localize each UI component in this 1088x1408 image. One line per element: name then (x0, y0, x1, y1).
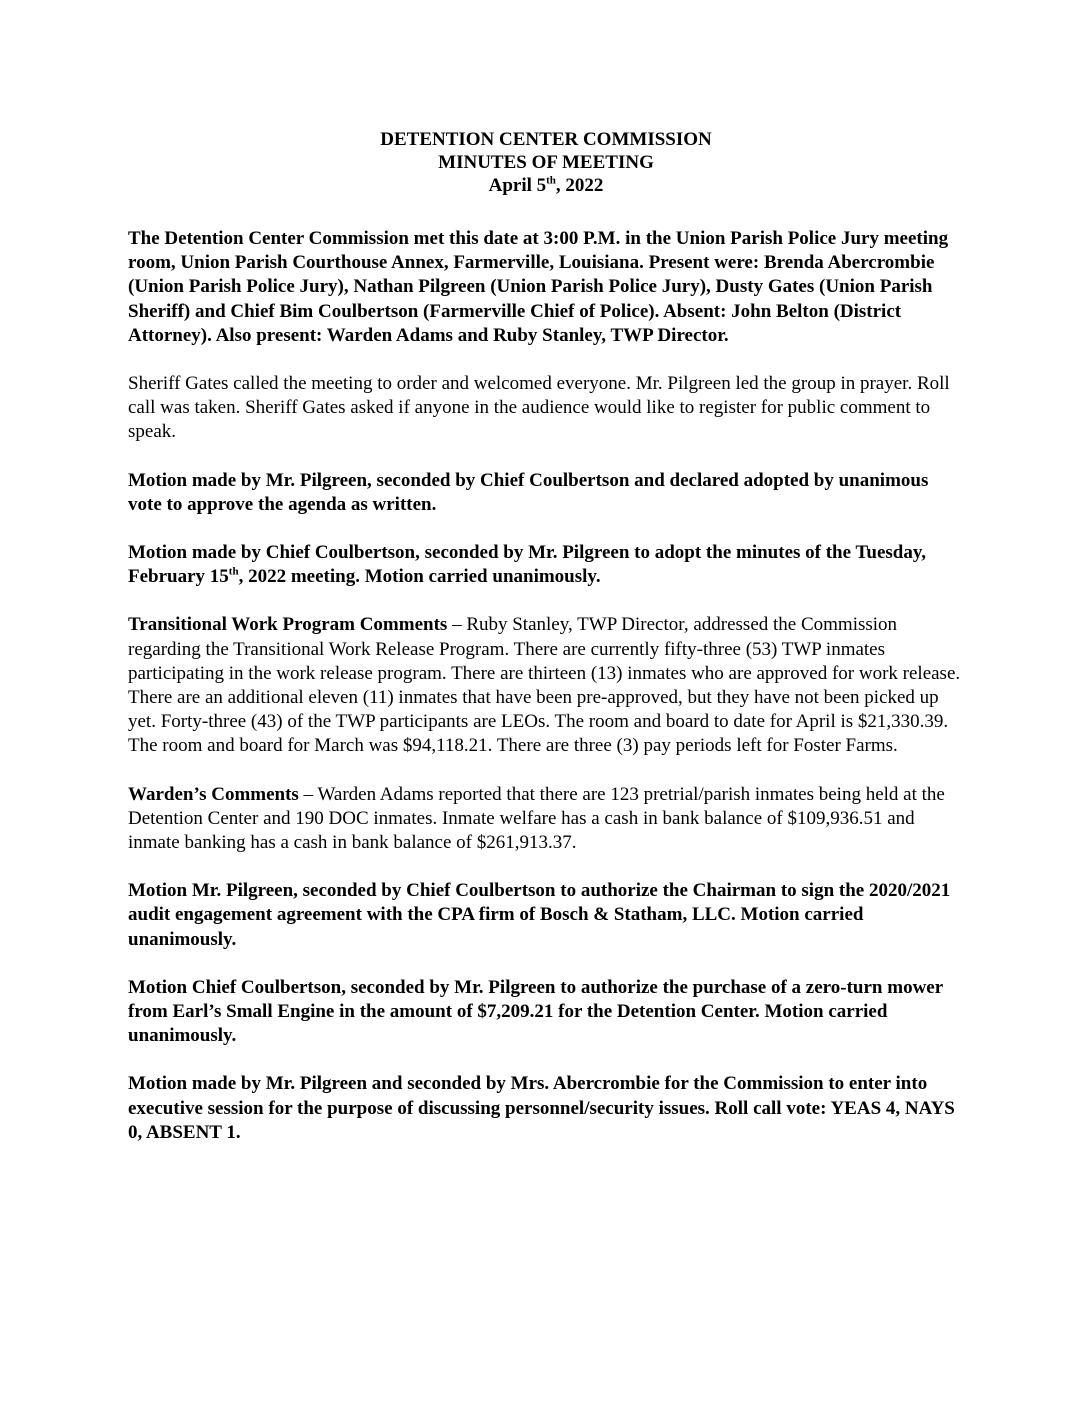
minutes-title: MINUTES OF MEETING (438, 152, 654, 173)
motion-minutes-suffix: th (228, 565, 239, 578)
meeting-date (128, 174, 964, 197)
meeting-date-main: April 5 (488, 175, 547, 196)
call-to-order-paragraph: Sheriff Gates called the meeting to order and welcomed everyone. Mr. Pilgreen led the group in prayer. Roll call was taken. Sheriff Gates asked if anyone in the audience would like to register for public comment to speak. (128, 373, 950, 443)
document-header (128, 128, 964, 197)
twp-comments-paragraph (128, 613, 964, 758)
warden-comments-paragraph (128, 783, 964, 856)
motion-minutes-paragraph (128, 541, 964, 589)
meeting-date-suffix: th (546, 174, 556, 187)
motion-agenda-paragraph: Motion made by Mr. Pilgreen, seconded by Chief Coulbertson and declared adopted by unanimous vote to approve the agenda as written. (128, 469, 929, 515)
twp-comments-body: – Ruby Stanley, TWP Director, addressed the Commission regarding the Transitional Work Release Program. There are currently fifty-three (53) TWP inmates participating in the work release program. There are thirteen (13) inmates who are approved for work release. There are an additional eleven (11) inmates that have been pre-approved, but they have not been picked up yet. Forty-three (43) of the TWP participants are LEOs. The room and board to date for April is $21,330.39. The room and board for March was $94,118.21. There are three (3) pay periods left for Foster Farms. (128, 614, 961, 757)
warden-comments-body: – Warden Adams reported that there are 123 pretrial/parish inmates being held at the Detention Center and 190 DOC inmates. Inmate welfare has a cash in bank balance of $109,936.51 and inmate banking has a cash in bank balance of $261,913.37. (128, 783, 945, 854)
motion-mower-paragraph: Motion Chief Coulbertson, seconded by Mr. Pilgreen to authorize the purchase of a zero-turn mower from Earl’s Small Engine in the amount of $7,209.21 for the Detention Center. Motion carried unanimously. (128, 976, 943, 1047)
motion-executive-session-paragraph: Motion made by Mr. Pilgreen and seconded by Mrs. Abercrombie for the Commission to enter into executive session for the purpose of discussing personnel/security issues. Roll call vote: YEAS 4, NAYS 0, ABSENT 1. (128, 1073, 955, 1143)
motion-minutes-text-end: , 2022 meeting. Motion carried unanimously. (238, 566, 601, 588)
motion-minutes-text: Motion made by Chief Coulbertson, seconded by Mr. Pilgreen to adopt the minutes of the Tuesday, February 15 (128, 542, 927, 588)
twp-comments-heading: Transitional Work Program Comments (128, 614, 448, 636)
commission-title: DETENTION CENTER COMMISSION (380, 129, 712, 150)
warden-comments-heading: Warden’s Comments (128, 783, 299, 805)
meeting-date-year: , 2022 (555, 175, 604, 196)
attendance-paragraph: The Detention Center Commission met this date at 3:00 P.M. in the Union Parish Police Jury meeting room, Union Parish Courthouse Annex, Farmerville, Louisiana. Present were: Brenda Abercrombie (Union Parish Police Jury), Nathan Pilgreen (Union Parish Police Jury), Dusty Gates (Union Parish Sheriff) and Chief Bim Coulbertson (Farmerville Chief of Police). Absent: John Belton (District Attorney). Also present: Warden Adams and Ruby Stanley, TWP Director. (128, 228, 949, 346)
motion-audit-paragraph: Motion Mr. Pilgreen, seconded by Chief Coulbertson to authorize the Chairman to sign the 2020/2021 audit engagement agreement with the CPA firm of Bosch & Statham, LLC. Motion carried unanimously. (128, 880, 951, 950)
document-page (128, 128, 964, 1145)
